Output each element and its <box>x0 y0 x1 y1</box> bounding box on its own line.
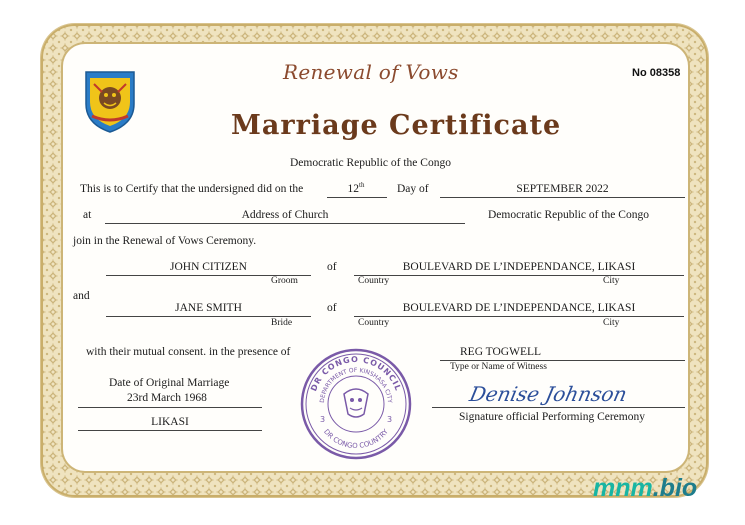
groom-country-caption: Country <box>358 276 390 286</box>
witness-caption: Type or Name of Witness <box>450 362 547 372</box>
signature-line <box>432 407 685 408</box>
bride-role: Bride <box>271 318 293 328</box>
bride-city-caption: City <box>603 318 620 328</box>
seal-number-right: 3 <box>387 415 393 424</box>
site-watermark: mnm.bio <box>593 474 698 502</box>
place-line <box>78 430 262 431</box>
bride-of-label: of <box>327 302 337 314</box>
certify-text: This is to Certify that the undersigned did on the <box>80 183 304 195</box>
original-marriage-line <box>78 407 262 408</box>
renewal-subtitle: Renewal of Vows <box>283 60 459 84</box>
seal-top-text: DR CONGO COUNCIL <box>309 354 403 393</box>
groom-city-caption: City <box>603 276 620 286</box>
and-label: and <box>73 290 90 302</box>
groom-of-label: of <box>327 261 337 273</box>
original-marriage-label: Date of Original Marriage <box>109 377 230 389</box>
day-line <box>327 197 387 198</box>
month-year-value: SEPTEMBER 2022 <box>516 183 609 195</box>
seal-bottom-text: DR CONGO COUNTRY <box>322 427 390 451</box>
signature-caption: Signature official Performing Ceremony <box>459 411 645 423</box>
consent-text: with their mutual consent. in the presence of <box>86 346 291 358</box>
svg-text:DR CONGO COUNTRY <box>322 427 390 450</box>
council-seal <box>300 348 412 460</box>
seal-number-left: 3 <box>320 415 326 424</box>
coat-of-arms-emblem <box>80 68 140 134</box>
official-signature: Denise Johnson <box>467 382 630 406</box>
day-value: 12th <box>347 181 365 195</box>
groom-role: Groom <box>271 276 298 286</box>
bride-country-caption: Country <box>358 318 390 328</box>
month-year-line <box>440 197 685 198</box>
certificate-title: Marriage Certificate <box>231 110 562 141</box>
address-value: Address of Church <box>241 209 329 221</box>
address-country: Democratic Republic of the Congo <box>488 209 649 221</box>
witness-line <box>440 360 685 361</box>
bride-name: JANE SMITH <box>175 302 242 314</box>
address-line <box>105 223 465 224</box>
groom-residence: BOULEVARD DE L’INDEPENDANCE, LIKASI <box>402 261 636 273</box>
certificate-number: No 08358 <box>632 67 681 79</box>
bride-line <box>106 316 311 317</box>
groom-name: JOHN CITIZEN <box>170 261 247 273</box>
bride-residence: BOULEVARD DE L’INDEPENDANCE, LIKASI <box>402 302 636 314</box>
at-label: at <box>83 209 92 221</box>
original-marriage-date: 23rd March 1968 <box>127 392 207 404</box>
bride-residence-line <box>354 316 684 317</box>
place-value: LIKASI <box>151 416 189 428</box>
day-label: Day of <box>397 183 429 195</box>
day-suffix: th <box>359 181 365 189</box>
groom-residence-line <box>354 275 684 276</box>
ceremony-text: join in the Renewal of Vows Ceremony. <box>73 235 257 247</box>
seal-inner-text: DEPARTMENT OF KINSHASA CITY <box>318 366 394 404</box>
witness-name: REG TOGWELL <box>460 346 542 358</box>
country-heading: Democratic Republic of the Congo <box>290 157 451 169</box>
